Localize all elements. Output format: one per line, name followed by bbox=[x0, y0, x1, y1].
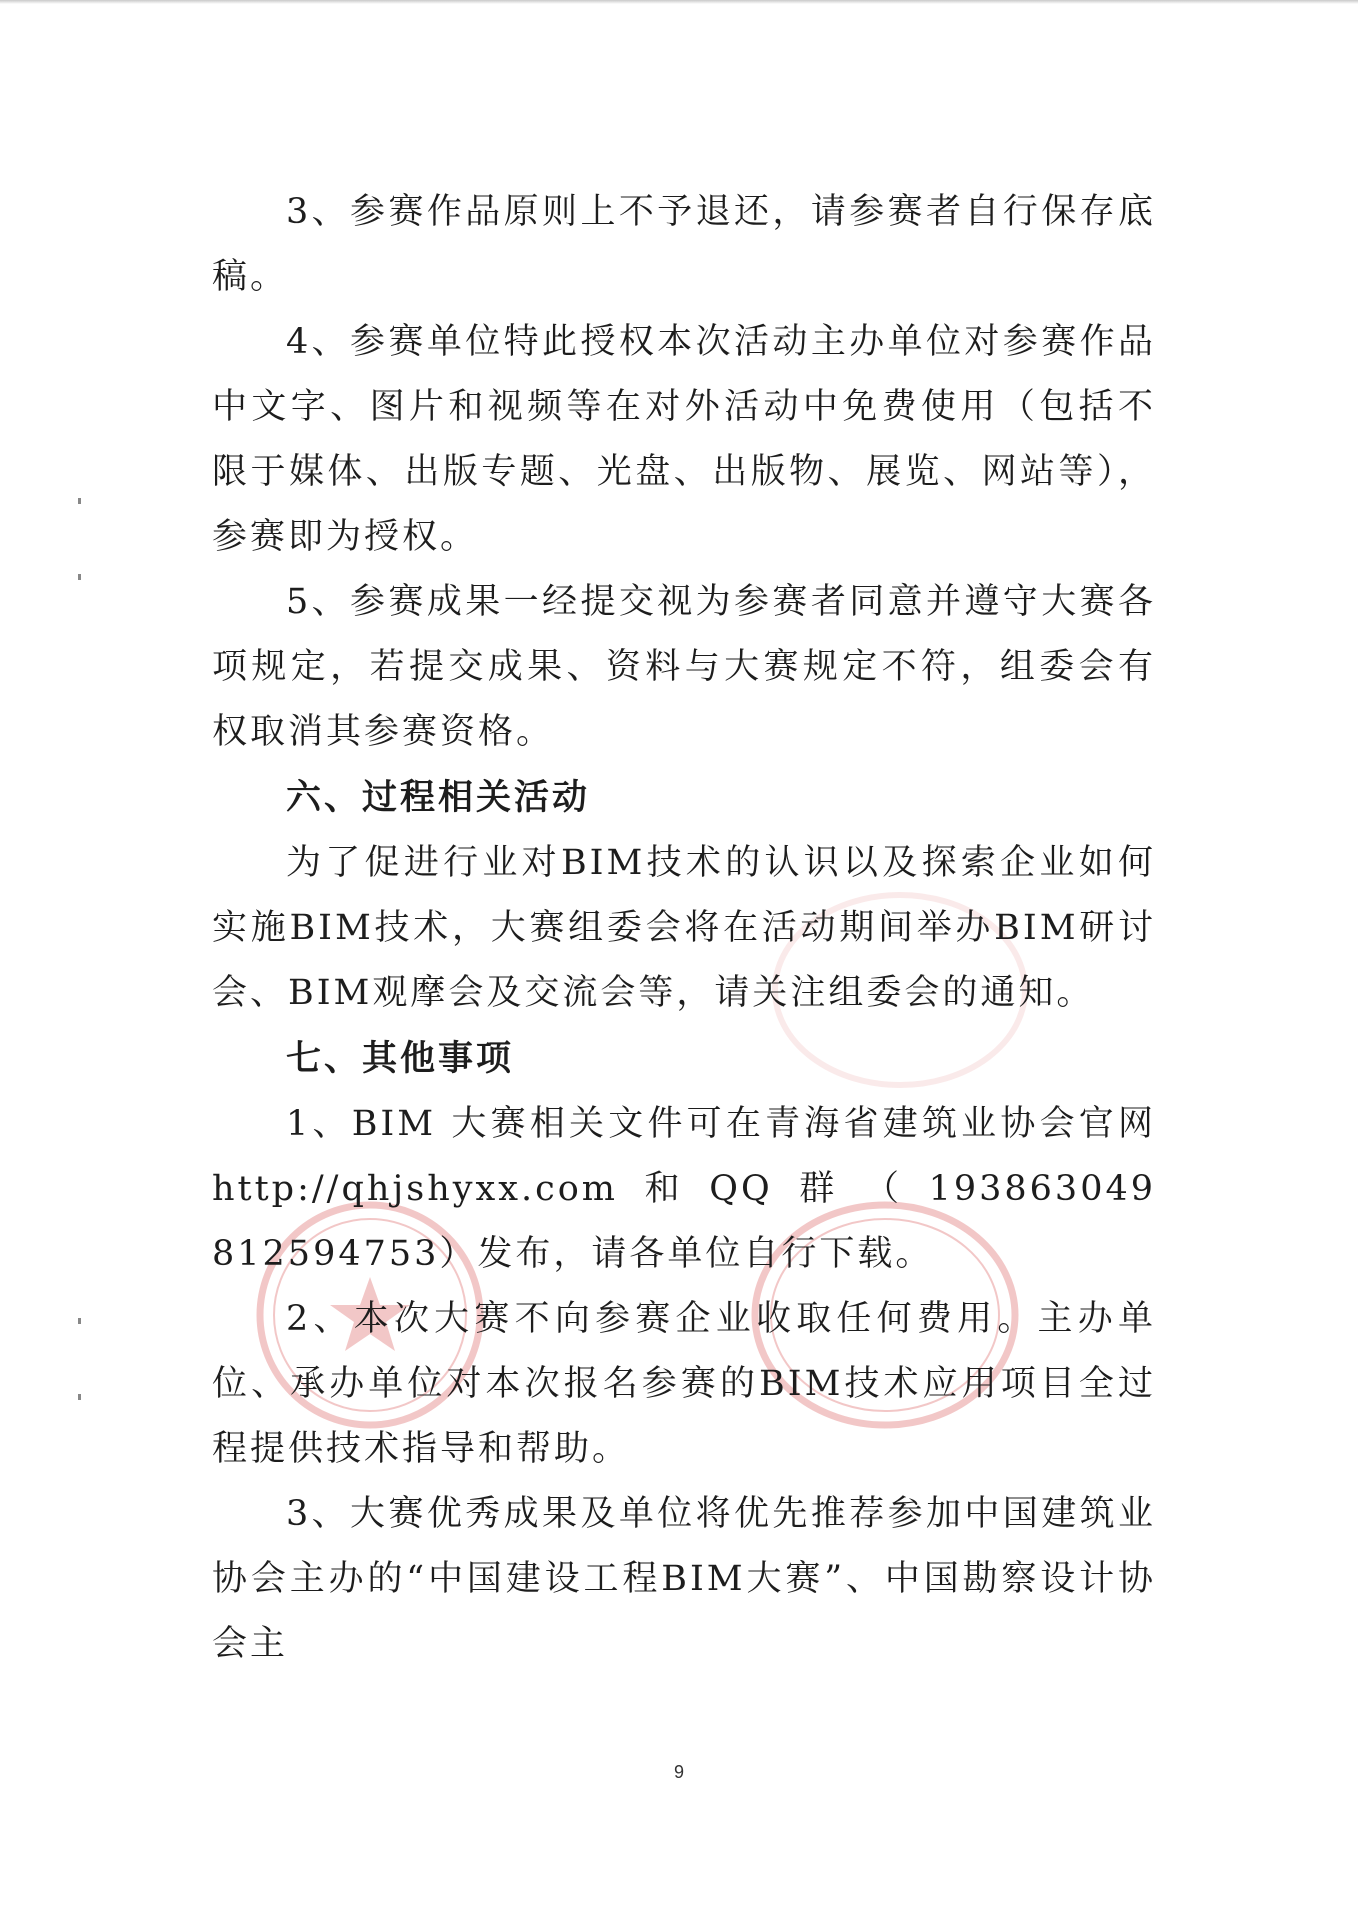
paragraph-item-4: 4、参赛单位特此授权本次活动主办单位对参赛作品中文字、图片和视频等在对外活动中免费使用（包括不限于媒体、出版专题、光盘、出版物、展览、网站等），参赛即为授权。 bbox=[212, 322, 1156, 557]
scan-speck bbox=[78, 498, 81, 504]
section-7-item-3: 3、大赛优秀成果及单位将优先推荐参加中国建筑业协会主办的“中国建设工程BIM大赛”、中国勘察设计协会主 bbox=[212, 1494, 1156, 1664]
page-number: 9 bbox=[673, 1762, 684, 1782]
scan-speck bbox=[78, 1394, 81, 1400]
section-heading-7: 七、其他事项 bbox=[286, 1039, 515, 1079]
scan-speck bbox=[78, 1318, 81, 1324]
section-7-item-1: 1、BIM 大赛相关文件可在青海省建筑业协会官网http://qhjshyxx.com和QQ群（193863049 812594753）发布，请各单位自行下载。 bbox=[212, 1104, 1156, 1274]
section-7-item-2: 2、本次大赛不向参赛企业收取任何费用。主办单位、承办单位对本次报名参赛的BIM技术应用项目全过程提供技术指导和帮助。 bbox=[212, 1299, 1156, 1469]
paragraph-item-5: 5、参赛成果一经提交视为参赛者同意并遵守大赛各项规定，若提交成果、资料与大赛规定不符，组委会有权取消其参赛资格。 bbox=[212, 582, 1156, 752]
section-heading-6: 六、过程相关活动 bbox=[286, 778, 591, 818]
document-body bbox=[212, 180, 1156, 1677]
scan-speck bbox=[78, 574, 81, 580]
scan-edge bbox=[0, 0, 1358, 4]
paragraph-item-3: 3、参赛作品原则上不予退还，请参赛者自行保存底稿。 bbox=[212, 192, 1156, 297]
section-6-body: 为了促进行业对BIM技术的认识以及探索企业如何实施BIM技术，大赛组委会将在活动期间举办BIM研讨会、BIM观摩会及交流会等，请关注组委会的通知。 bbox=[212, 843, 1156, 1013]
